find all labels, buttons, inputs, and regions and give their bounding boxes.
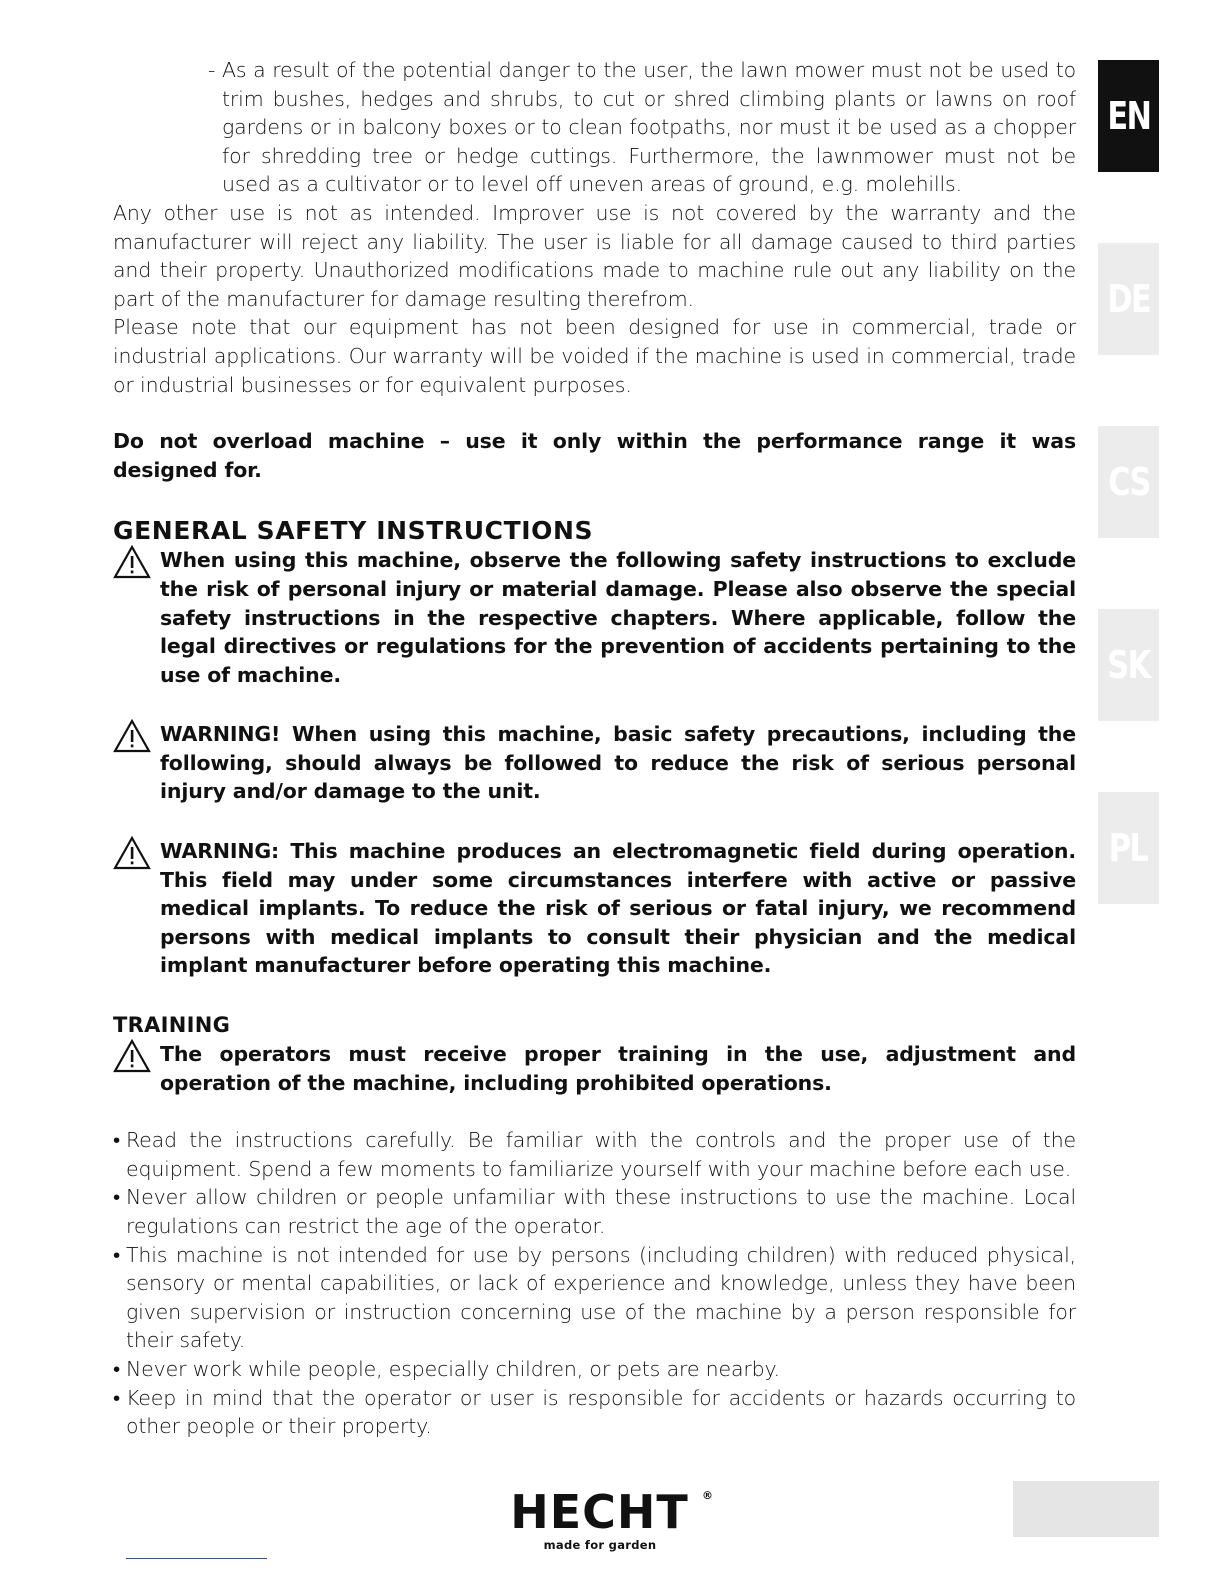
list-item-text: Read the instructions carefully. Be familiar with the controls and the proper use of the equipment. Spend a few moments to familiarize yourself with your machine before each use. bbox=[126, 1128, 1076, 1181]
warning-triangle-icon bbox=[113, 545, 151, 579]
warning-triangle-icon bbox=[113, 719, 151, 753]
footer-divider bbox=[126, 1558, 267, 1559]
language-tab-sk[interactable] bbox=[1098, 609, 1159, 721]
training-bullet-list bbox=[113, 1126, 1076, 1441]
dash-marker: - bbox=[208, 58, 216, 82]
warning-block-general bbox=[113, 546, 1076, 689]
language-tab-label: EN bbox=[1106, 94, 1150, 138]
list-item bbox=[113, 1384, 1076, 1441]
list-item bbox=[113, 1355, 1076, 1384]
sub-bullet-misuse bbox=[208, 56, 1076, 199]
paragraph-commercial: Please note that our equipment has not been designed for use in commercial, trade or industrial applications. Our warranty will be voided if the machine is used in commercial, trade or industrial businesses or for equivalent purposes. bbox=[113, 315, 1076, 397]
language-tab-cs[interactable] bbox=[1098, 426, 1159, 538]
warning-block-precautions bbox=[113, 720, 1076, 806]
language-tab-en[interactable] bbox=[1098, 60, 1159, 172]
language-tab-label: SK bbox=[1107, 643, 1150, 687]
paragraph-other-use: Any other use is not as intended. Improver use is not covered by the warranty and the manufacturer will reject any liability. The user is liable for all damage caused to third parties and their property. Unauthorized modifications made to machine rule out any liability on the part of the manufacturer for damage resulting therefrom. bbox=[113, 200, 1076, 311]
registered-mark: ® bbox=[702, 1489, 713, 1502]
list-item bbox=[113, 1241, 1076, 1355]
warning-text-precautions: WARNING! When using this machine, basic safety precautions, including the following, should always be followed to reduce the risk of serious personal injury and/or damage to the unit. bbox=[160, 722, 1076, 804]
language-tab-label: PL bbox=[1109, 826, 1148, 870]
manual-content bbox=[113, 56, 1076, 1441]
list-item-text: Never work while people, especially children, or pets are nearby. bbox=[126, 1356, 780, 1381]
language-tab-label: CS bbox=[1107, 460, 1150, 504]
hecht-logo bbox=[497, 1485, 717, 1559]
language-tab-pl[interactable] bbox=[1098, 792, 1159, 904]
overload-notice: Do not overload machine – use it only within the performance range it was designed for. bbox=[113, 429, 1076, 482]
bullet-marker: • bbox=[113, 1242, 121, 1267]
list-item-text: Keep in mind that the operator or user is responsible for accidents or hazards occurring to other people or their property. bbox=[126, 1385, 1076, 1439]
list-item bbox=[113, 1183, 1076, 1240]
warning-text-emf: WARNING: This machine produces an electromagnetic field during operation. This field may under some circumstances interfere with active or passive medical implants. To reduce the risk of serious or fatal injury, we recommend persons with medical implants to consult their physician and the medical implant manufacturer before operating this machine. bbox=[160, 839, 1076, 978]
bullet-marker: • bbox=[113, 1385, 121, 1410]
bullet-marker: • bbox=[113, 1128, 121, 1153]
language-tab-de[interactable] bbox=[1098, 243, 1159, 355]
general-safety-heading: GENERAL SAFETY INSTRUCTIONS bbox=[113, 516, 594, 546]
warning-triangle-icon bbox=[113, 1039, 151, 1073]
sub-bullet-text: As a result of the potential danger to the user, the lawn mower must not be used to trim bushes, hedges and shrubs, to cut or shred climbing plants or lawns on roof gardens or in balcony boxes or to clean footpaths, nor must it be used as a chopper for shredding tree or hedge cuttings. Furthermore, the lawnmower must not be used as a cultivator or to level off uneven areas of ground, e.g. molehills. bbox=[222, 58, 1076, 197]
warning-triangle-icon bbox=[113, 836, 151, 870]
list-item-text: This machine is not intended for use by persons (including children) with reduced physical, sensory or mental capabilities, or lack of experience and knowledge, unless they have been given supervision or instruction concerning use of the machine by a person responsible for their safety. bbox=[126, 1242, 1076, 1353]
logo-wordmark: HECHT bbox=[510, 1485, 689, 1539]
list-item bbox=[113, 1126, 1076, 1183]
page-number-box bbox=[1013, 1481, 1159, 1537]
logo-tagline: made for garden bbox=[543, 1538, 657, 1552]
training-heading: TRAINING bbox=[113, 1013, 231, 1038]
warning-block-emf bbox=[113, 837, 1076, 980]
warning-text-general: When using this machine, observe the following safety instructions to exclude the risk of personal injury or material damage. Please also observe the special safety instructions in the respective chapters. Where applicable, follow the legal directives or regulations for the prevention of accidents pertaining to the use of machine. bbox=[160, 548, 1076, 687]
list-item-text: Never allow children or people unfamiliar with these instructions to use the machine. Local regulations can restrict the age of the operator. bbox=[126, 1185, 1076, 1238]
bullet-marker: • bbox=[113, 1356, 121, 1381]
bullet-marker: • bbox=[113, 1185, 121, 1210]
warning-text-training: The operators must receive proper training in the use, adjustment and operation of the machine, including prohibited operations. bbox=[160, 1042, 1076, 1095]
language-tab-label: DE bbox=[1107, 277, 1150, 321]
warning-block-training bbox=[113, 1040, 1076, 1097]
